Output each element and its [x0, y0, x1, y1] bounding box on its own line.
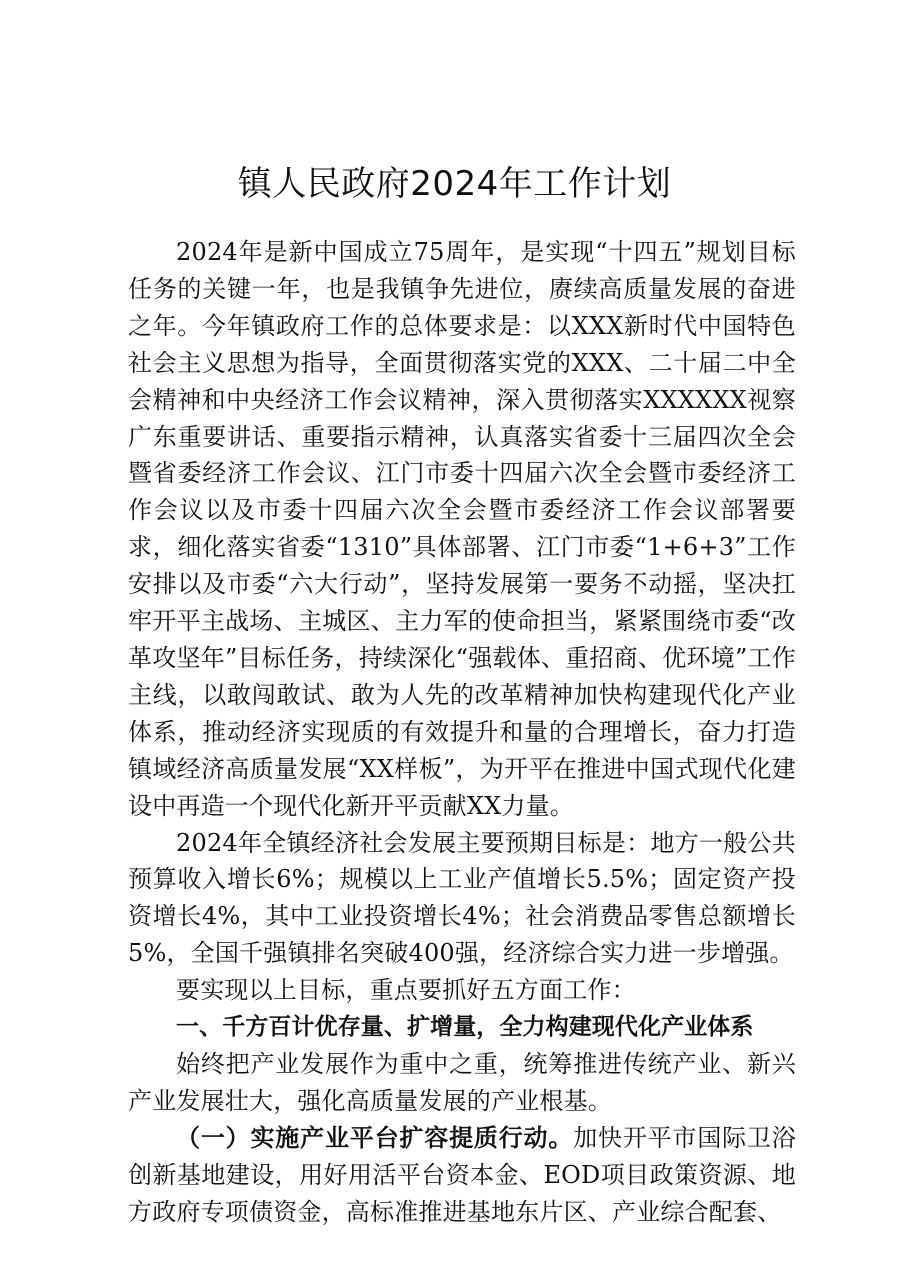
section-heading-1: 一、千方百计优存量、扩增量，全力构建现代化产业体系	[176, 1014, 754, 1041]
paragraph-overview: 2024年是新中国成立75周年，是实现“十四五”规划目标任务的关键一年，也是我镇争先进位，赓续高质量发展的奋进之年。今年镇政府工作的总体要求是：以XXX新时代中国特色社会主义思想为指导，全面贯彻落实党的XXX、二十届二中全会精神和中央经济工作会议精神，深入贯彻落实XXXXXX视察广东重要讲话、重要指示精神，认真落实省委十三届四次全会暨省委经济工作会议、江门市委十四届六次全会暨市委经济工作会议以及市委十四届六次全会暨市委经济工作会议部署要求，细化落实省委“1310”具体部署、江门市委“1+6+3”工作安排以及市委“六大行动”，坚持发展第一要务不动摇，坚决扛牢开平主战场、主城区、主力军的使命担当，紧紧围绕市委“改革攻坚年”目标任务，持续深化“强载体、重招商、优环境”工作主线，以敢闯敢试、敢为人先的改革精神加快构建现代化产业体系，推动经济实现质的有效提升和量的合理增长，奋力打造镇域经济高质量发展“XX样板”，为开平在推进中国式现代化建设中再造一个现代化新开平贡献XX力量。	[128, 238, 796, 820]
document-body	[128, 234, 796, 1230]
paragraph-subsection-1	[128, 1120, 796, 1231]
document-title: 镇人民政府2024年工作计划	[237, 164, 672, 204]
paragraph-section-1: 始终把产业发展作为重中之重，统筹推进传统产业、新兴产业发展壮大，强化高质量发展的产业根基。	[128, 1049, 796, 1115]
subsection-text-1: 加快开平市国际卫浴创新基地建设，用好用活平台资本金、EOD项目政策资源、地方政府专项债资金，高标准推进基地东片区、产业综合配套、	[128, 1123, 796, 1226]
subsection-heading-1: （一）实施产业平台扩容提质行动。	[176, 1122, 574, 1152]
paragraph-intro: 要实现以上目标，重点要抓好五方面工作：	[176, 976, 636, 1005]
paragraph-targets: 2024年全镇经济社会发展主要预期目标是：地方一般公共预算收入增长6%；规模以上工业产值增长5.5%；固定资产投资增长4%，其中工业投资增长4%；社会消费品零售总额增长5%，全国千强镇排名突破400强，经济综合实力进一步增强。	[128, 828, 796, 968]
